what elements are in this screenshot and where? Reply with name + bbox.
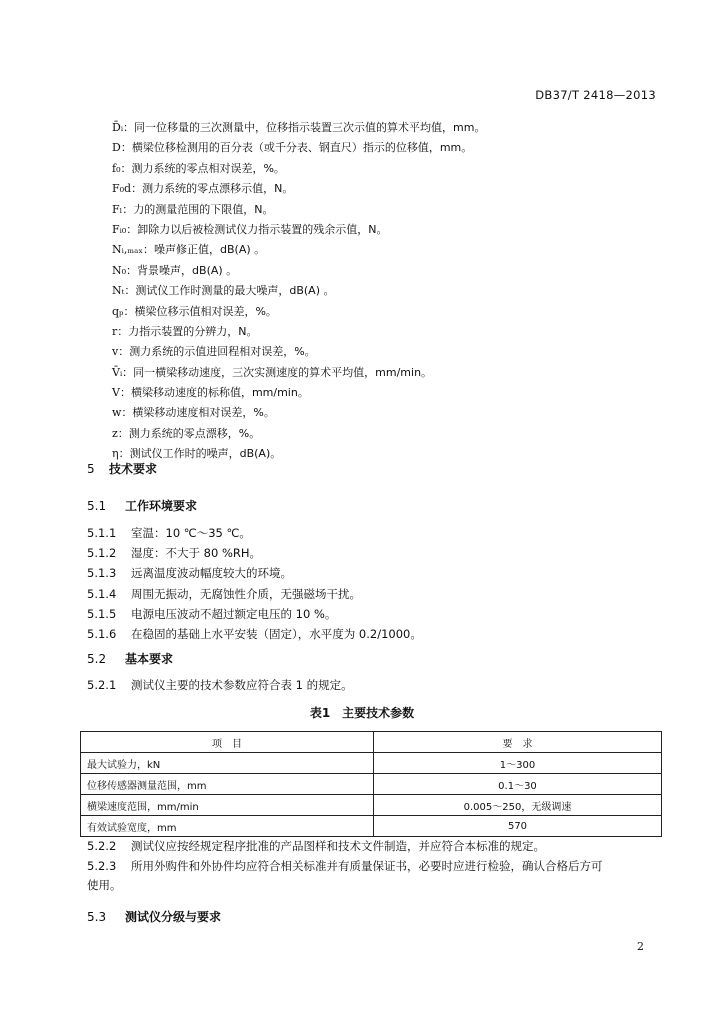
clause-item: [87, 563, 667, 583]
clause-text: 测试仪主要的技术参数应符合表 1 的规定。: [131, 678, 353, 692]
symbol: r：: [112, 324, 129, 338]
symbol: V̄ᵢ：: [112, 365, 134, 379]
cell-item: 有效试验宽度，mm: [81, 816, 374, 837]
clause-number: 5.1.2: [87, 546, 117, 561]
section-title: 工作环境要求: [125, 499, 198, 513]
symbol: F₀d：: [112, 182, 143, 196]
symbol-description: 测力系统的示值进回程相对误差，%。: [129, 345, 316, 359]
symbol-description: 测力系统的零点漂移，%。: [128, 426, 261, 440]
environment-requirements: [87, 523, 667, 644]
table-number: 表1: [309, 706, 331, 720]
symbol: Nᵢ,ₘₐₓ：: [112, 243, 154, 257]
section-heading-5-3: [87, 908, 221, 925]
clauses-5-2-2-to-5-2-3: [87, 837, 667, 896]
cell-item: 位移传感器测量范围，mm: [81, 774, 374, 795]
clause-text: 电源电压波动不超过额定电压的 10 %。: [131, 606, 337, 621]
clause-5-2-1: [87, 677, 353, 693]
technical-parameters-table: [80, 731, 662, 837]
symbol-item: [112, 179, 672, 199]
symbol: v：: [112, 345, 130, 359]
symbol-description: 卸除力以后被检测试仪力指示装置的残余示值，N。: [137, 222, 388, 236]
clause-text: 测试仪应按经规定程序批准的产品图样和技术文件制造，并应符合本标准的规定。: [131, 839, 545, 853]
clause-item: [87, 584, 667, 604]
symbol-description: 测力系统的零点漂移示值，N。: [142, 182, 294, 196]
clause-5-2-2: [87, 837, 667, 857]
symbol-description: 力指示装置的分辨力，N。: [128, 324, 258, 338]
table-caption: [0, 704, 724, 721]
clause-5-2-3-continued: 使用。: [87, 878, 122, 892]
page-number: 2: [637, 940, 644, 953]
clause-number: 5.2.1: [87, 678, 117, 692]
symbol: Nₜ：: [112, 284, 136, 298]
clause-item: [87, 624, 667, 644]
symbol-description: 噪声修正值，dB(A) 。: [154, 243, 266, 257]
section-number: 5.1: [87, 499, 107, 513]
symbol-item: [112, 281, 672, 301]
clause-number: 5.1.5: [87, 606, 117, 621]
symbol-description: 同一横梁移动速度，三次实测速度的算术平均值，mm/min。: [133, 365, 433, 379]
symbol-item: [112, 302, 672, 322]
symbol-description: 横梁位移示值相对误差，%。: [134, 304, 277, 318]
clause-item: [87, 604, 667, 624]
symbol-description: 背景噪声，dB(A) 。: [137, 263, 238, 277]
document-code: DB37/T 2418—2013: [535, 88, 656, 102]
symbol-description: 测试仪工作时的噪声，dB(A)。: [129, 447, 282, 461]
section-heading-5-1: [87, 497, 197, 514]
clause-number: 5.1.4: [87, 586, 117, 601]
table-row: [81, 816, 662, 837]
section-title: 技术要求: [109, 462, 158, 476]
table-row: [81, 795, 662, 816]
cell-requirement: 1～300: [374, 753, 662, 774]
section-title: 测试仪分级与要求: [125, 910, 222, 924]
section-heading-5-2: [87, 650, 173, 667]
section-number: 5.2: [87, 652, 107, 666]
symbol-item: [112, 118, 672, 138]
symbol: Fₗ：: [112, 202, 134, 216]
clause-item: [87, 523, 667, 543]
section-heading-5: [87, 460, 157, 477]
cell-requirement: 0.1～30: [374, 774, 662, 795]
symbol-item: [112, 383, 672, 403]
symbol-item: [112, 159, 672, 179]
clause-number: 5.2.3: [87, 858, 117, 873]
symbol-item: [112, 138, 672, 158]
table-title: 主要技术参数: [342, 706, 415, 720]
clause-text: 在稳固的基础上水平安装（固定），水平度为 0.2/1000。: [131, 626, 422, 641]
header-requirement: 要 求: [374, 732, 662, 753]
cell-requirement: 570: [374, 816, 662, 837]
cell-item: 横梁速度范围，mm/min: [81, 795, 374, 816]
clause-number: 5.1.6: [87, 626, 117, 641]
clause-item: [87, 543, 667, 563]
clause-text: 湿度：不大于 80 %RH。: [131, 546, 262, 561]
symbol-description: 横梁移动速度的标称值，mm/min。: [130, 386, 309, 400]
clause-text: 远离温度波动幅度较大的环境。: [131, 566, 292, 581]
section-title: 基本要求: [125, 652, 174, 666]
symbol-item: [112, 200, 672, 220]
table-row: [81, 774, 662, 795]
symbol: z：: [112, 426, 129, 440]
symbol-item: [112, 424, 672, 444]
header-item: 项 目: [81, 732, 374, 753]
symbol-description: 横梁位移检测用的百分表（或千分表、钢直尺）指示的位移值，mm。: [131, 141, 473, 155]
clause-5-2-3: [87, 857, 667, 877]
clause-number: 5.2.2: [87, 839, 117, 853]
section-number: 5: [87, 462, 95, 476]
symbol: f₀：: [112, 161, 132, 175]
cell-item: 最大试验力，kN: [81, 753, 374, 774]
symbol: D̄ᵢ：: [112, 121, 135, 134]
symbol: η：: [112, 447, 130, 461]
symbol: D：: [112, 141, 132, 155]
clause-number: 5.1.1: [87, 526, 117, 540]
symbol-description: 横梁移动速度相对误差，%。: [132, 406, 275, 420]
symbol-item: [112, 261, 672, 281]
cell-requirement: 0.005～250，无级调速: [374, 795, 662, 816]
symbol: Fᵢ₀：: [112, 222, 138, 236]
symbol: V：: [112, 386, 131, 400]
symbol-item: [112, 322, 672, 342]
symbol-description: 测力系统的零点相对误差，%。: [131, 161, 285, 175]
section-number: 5.3: [87, 910, 107, 924]
clause-number: 5.1.3: [87, 566, 117, 581]
clause-text: 室温：10 ℃～35 ℃。: [131, 526, 251, 540]
clause-text: 周围无振动，无腐蚀性介质，无强磁场干扰。: [131, 586, 361, 601]
clause-text: 所用外购件和外协件均应符合相关标准并有质量保证书，必要时应进行检验，确认合格后方可: [131, 858, 603, 873]
table-row: [81, 753, 662, 774]
symbol-item: [112, 363, 672, 383]
symbol: qₚ：: [112, 304, 135, 318]
symbol-item: [112, 403, 672, 423]
table-header-row: [81, 732, 662, 753]
symbol-item: [112, 220, 672, 240]
symbol-list: [112, 118, 672, 465]
symbol-item: [112, 240, 672, 260]
symbol-item: [112, 342, 672, 362]
symbol-item: [112, 444, 672, 464]
symbol-description: 测试仪工作时测量的最大噪声，dB(A) 。: [135, 284, 335, 298]
symbol: w：: [112, 406, 133, 420]
symbol-description: 力的测量范围的下限值，N。: [133, 202, 274, 216]
symbol: N₀：: [112, 263, 138, 277]
symbol-description: 同一位移量的三次测量中，位移指示装置三次示值的算术平均值，mm。: [134, 121, 486, 134]
